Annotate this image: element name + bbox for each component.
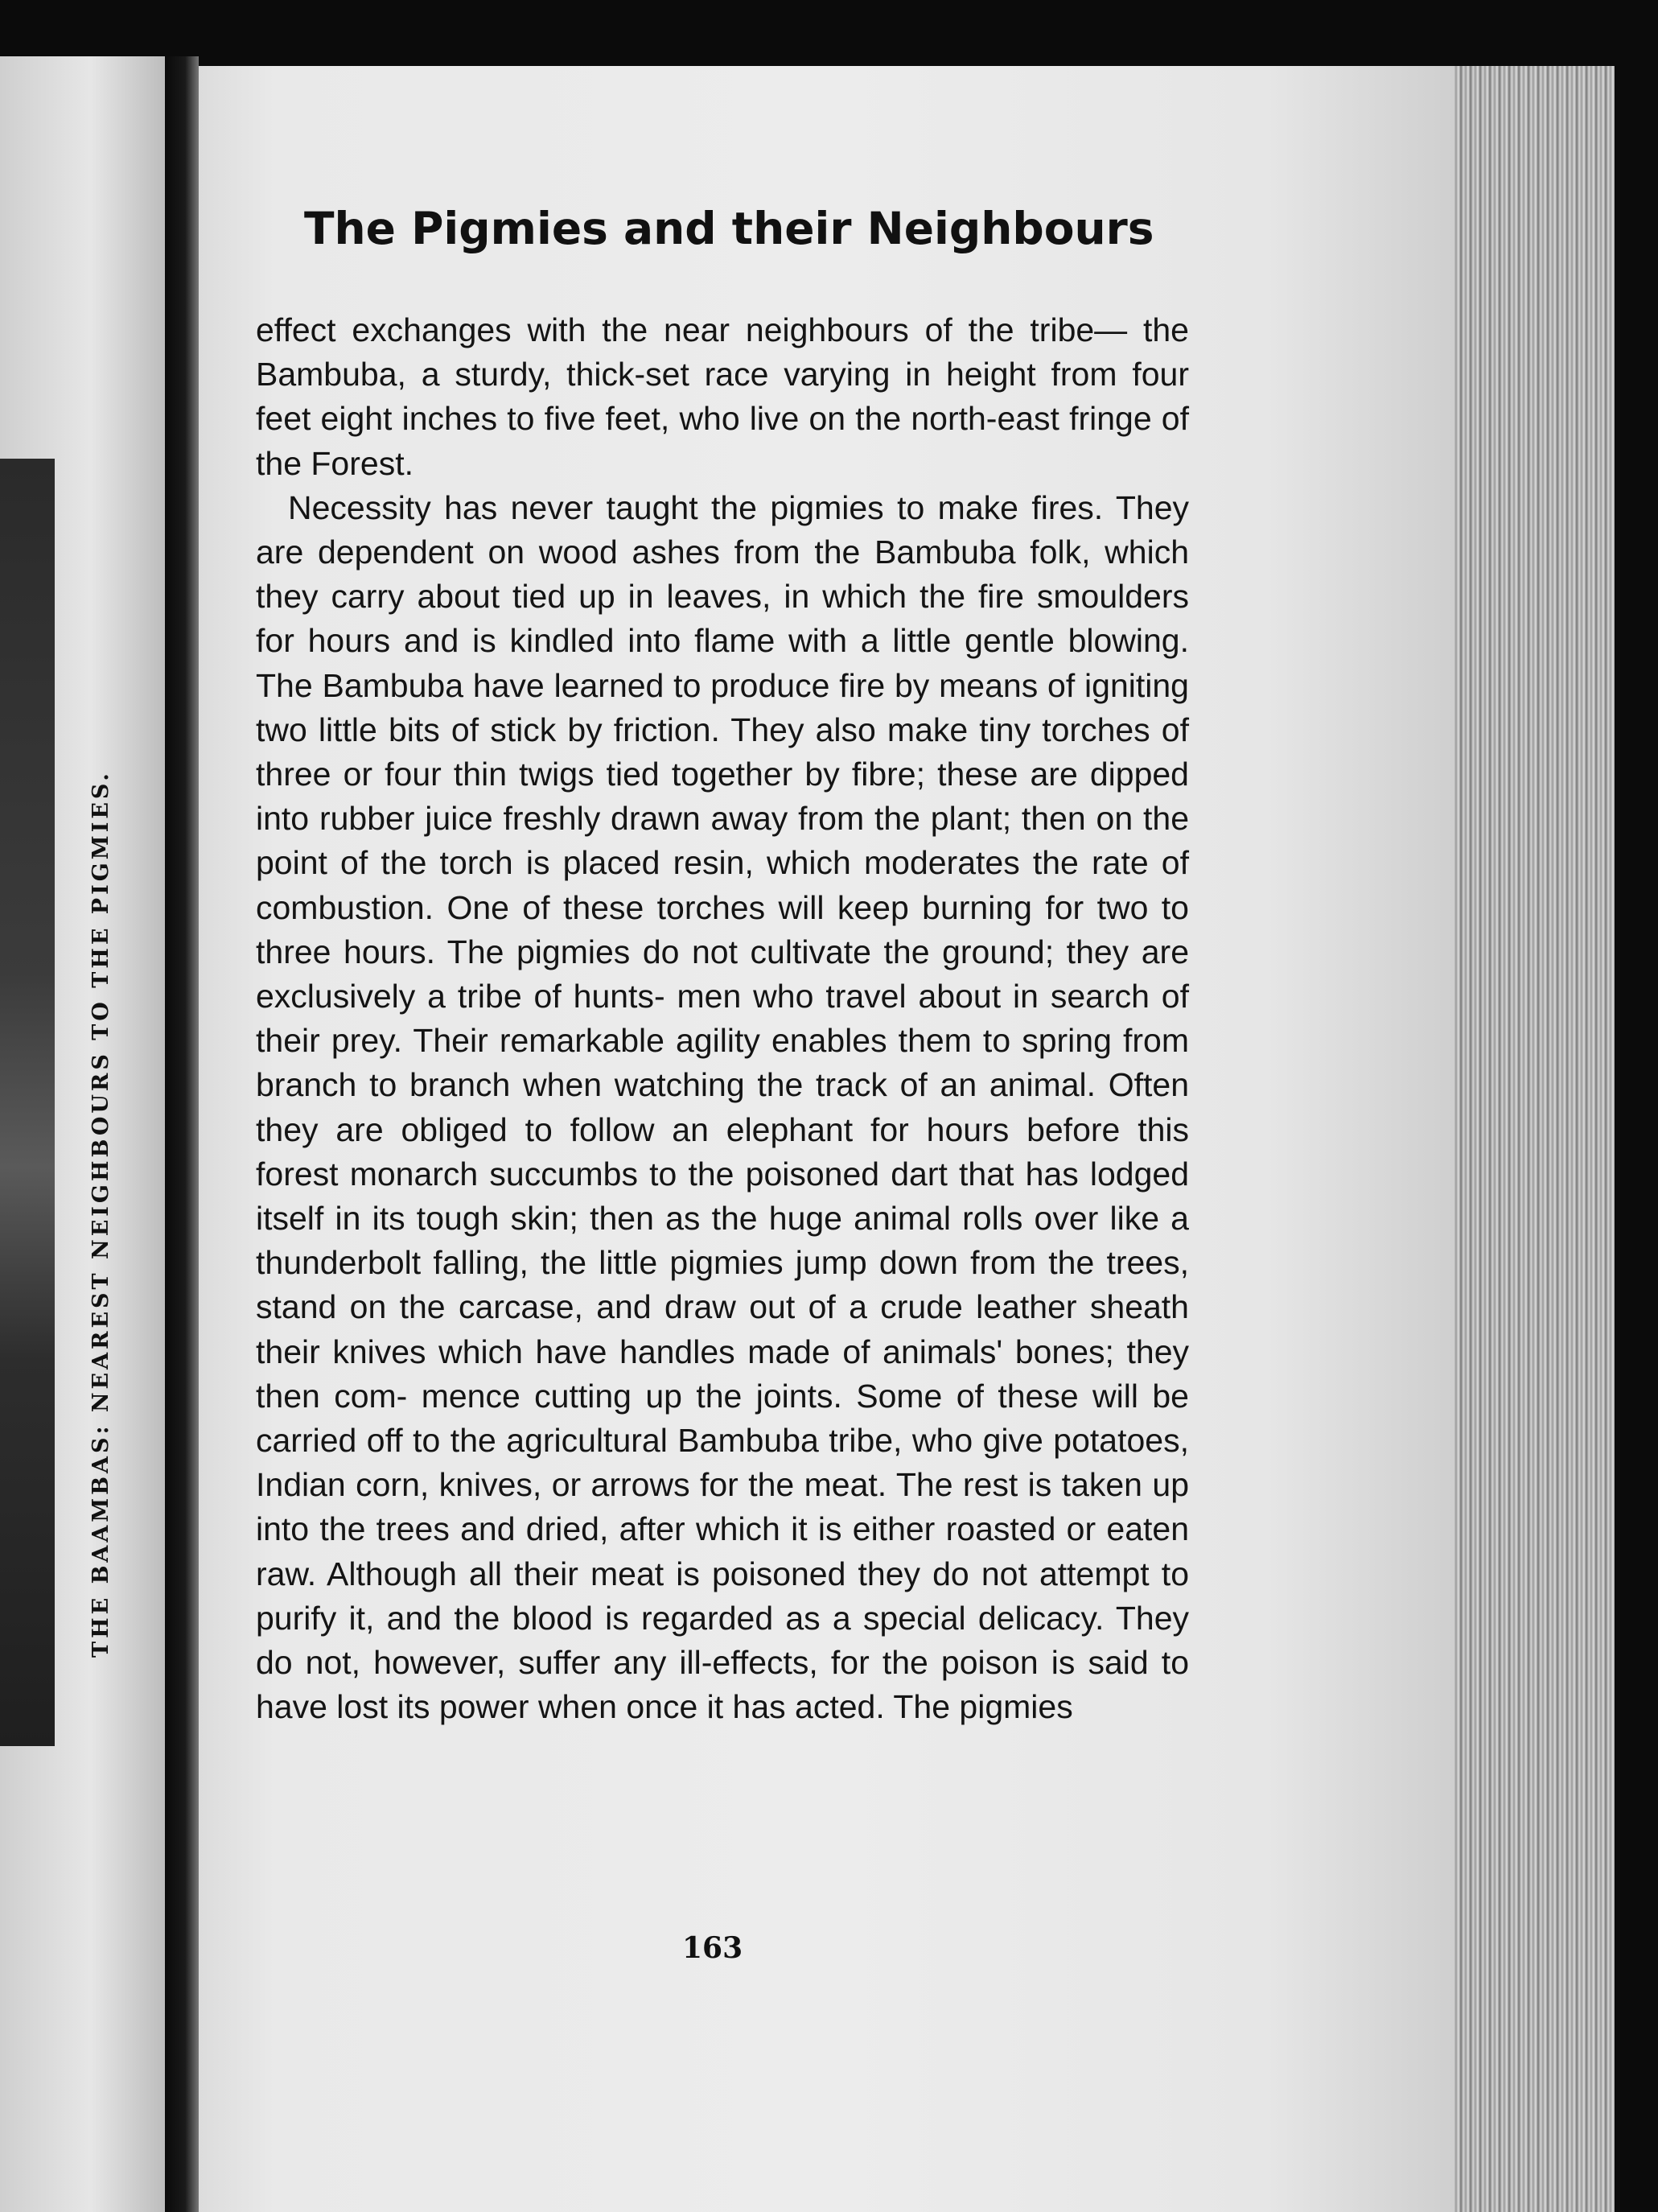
photo-caption: THE BAAMBAS: NEAREST NEIGHBOURS TO THE PIGMIES.: [88, 770, 113, 1658]
body-text: [256, 308, 1189, 1730]
paragraph: effect exchanges with the near neighbours of the tribe— the Bambuba, a sturdy, thick-set race varying in height from four feet eight inches to five feet, who live on the north-east fringe of the Forest.: [256, 311, 1189, 482]
page-edges: [1454, 66, 1615, 2212]
running-head: The Pigmies and their Neighbours: [304, 203, 1154, 254]
page-number: 163: [682, 1931, 743, 1965]
scan-border: [1615, 66, 1658, 2212]
book-gutter: [165, 56, 199, 2212]
facing-page: [0, 56, 165, 2212]
paragraph: Necessity has never taught the pigmies to make fires. They are dependent on wood ashes from the Bambuba folk, which they carry about tied up in leaves, in which the fire smoulders for hours and is kindled into flame with a little gentle blowing. The Bambuba have learned to produce fire by means of igniting two little bits of stick by friction. They also make tiny torches of three or four thin twigs tied together by fibre; these are dipped into rubber juice freshly drawn away from the plant; then on the point of the torch is placed resin, which moderates the rate of combustion. One of these torches will keep burning for two to three hours. The pigmies do not cultivate the ground; they are exclusively a tribe of hunts- men who travel about in search of their prey. Their remarkable agility enables them to spring from branch to branch when watching the track of an animal. Often they are obliged to follow an elephant for hours before this forest monarch succumbs to the poisoned dart that has lodged itself in its tough skin; then as the huge animal rolls over like a thunderbolt falling, the little pigmies jump down from the trees, stand on the carcase, and draw out of a crude leather sheath their knives which have handles made of animals' bones; they then com- mence cutting up the joints. Some of these will be carried off to the agricultural Bambuba tribe, who give potatoes, Indian corn, knives, or arrows for the meat. The rest is taken up into the trees and dried, after which it is either roasted or eaten raw. Although all their meat is poisoned they do not attempt to purify it, and the blood is regarded as a special delicacy. They do not, however, suffer any ill-effects, for the poison is said to have lost its power when once it has acted. The pigmies: [256, 488, 1189, 1726]
facing-page-photo: [0, 459, 55, 1746]
